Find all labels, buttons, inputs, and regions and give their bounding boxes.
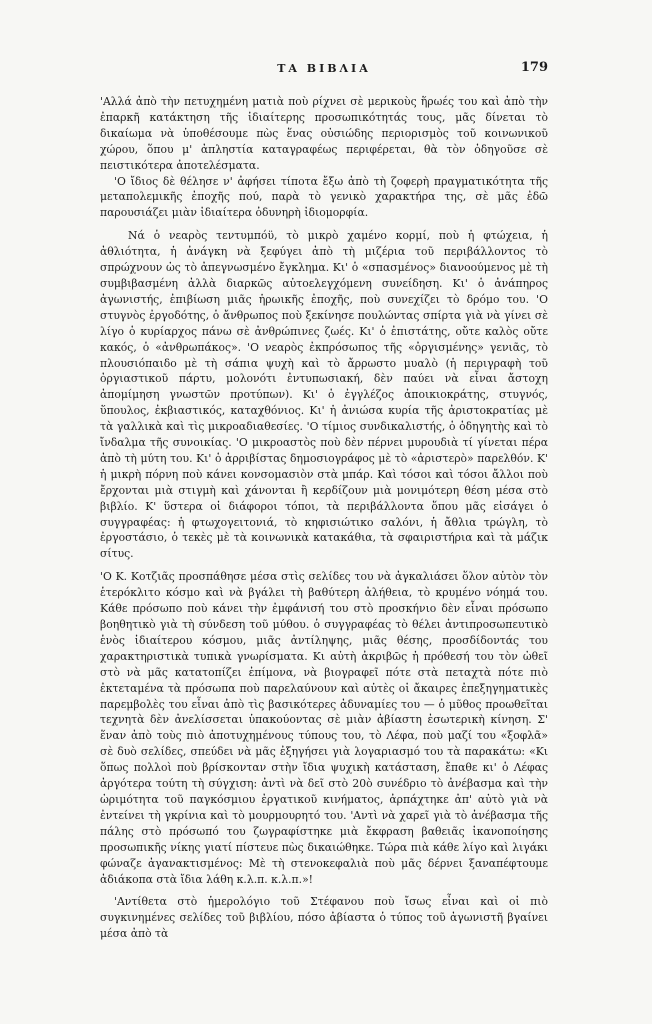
running-title: ΤΑ ΒΙΒΛΙΑ bbox=[277, 62, 371, 75]
paragraph-spacer bbox=[100, 562, 548, 569]
body-text bbox=[100, 94, 548, 942]
paragraph-2: 'Ο ἴδιος δὲ θέλησε ν' ἀφήσει τίποτα ἔξω ἀπὸ τὴ ζοφερὴ πραγματικότητα τῆς μεταπολεμικῆς ἐποχῆς πού, παρὰ τὸ γενικὸ χαρακτήρα της, σὲ μᾶς ἐδῶ παρουσιάζει μιὰν ἰδιαίτερα ὀδυνηρὴ ἰδιομορφία. bbox=[100, 174, 548, 220]
paragraph-3: Νά ὁ νεαρὸς τεντυμπόϋ, τὸ μικρὸ χαμένο κορμί, ποὺ ἡ φτώχεια, ἡ ἀθλιότητα, ἡ ἀνάγκη νὰ ξεφύγει ἀπὸ τὴ μιζέρια τοῦ περιβάλλοντος τὸ σπρώχνουν ὡς τὸ ἀπεγνωσμένο ἔγκλημα. Κι' ὁ «σπασμένος» διανοούμενος μὲ τὴ συμβιβασμένη ἀλλὰ διαρκῶς αὐτοελεγχόμενη συνείδηση. Κι' ὁ ἀνάπηρος ἀγωνιστής, ἐπιβίωση μιᾶς ἡρωικῆς ἐποχῆς, ποὺ συνεχίζει τὸ δρόμο του. 'Ο στυγνὸς ἐργοδότης, ὁ ἄνθρωπος ποὺ ξεκίνησε πουλώντας σπίρτα γιὰ νὰ γίνει σὲ λίγο ὁ κυρίαρχος πάνω σὲ ἀνθρώπινες ζωές. Κι' ὁ ἐπιστάτης, οὔτε καλὸς οὔτε κακός, ὁ «ἀνθρωπάκος». 'Ο νεαρὸς ἐκπρόσωπος τῆς «ὀργισμένης» γενιᾶς, τὸ πλουσιόπαιδο μὲ τὴ σάπια ψυχὴ καὶ τὸ ἄρρωστο μυαλὸ (ἡ περιγραφὴ τοῦ ὀργιαστικοῦ πάρτυ, μολονότι ἐντυπωσιακή, δὲν παύει νὰ εἶναι ἄστοχη ἀπομίμηση γνωστῶν προτύπων). Κι' ὁ ἐγγλέζος ἀποικιοκράτης, στυγνός, ὕπουλος, ἐκβιαστικός, καταχθόνιος. Κι' ἡ ἀνιώσα κυρία τῆς ἀριστοκρατίας μὲ τὰ γαλλικὰ καὶ τὶς μικροαδιαθεσίες. 'Ο τίμιος συνδικαλιστής, ὁ ὁδηγητὴς καὶ τὸ ἴνδαλμα τῆς συνοικίας. 'Ο μικροαστὸς ποὺ δὲν πέρνει μυρουδιὰ τί γίνεται πέρα ἀπὸ τὴ μύτη του. Κι' ὁ ἀρριβίστας δημοσιογράφος μὲ τὸ «ἀριστερὸ» παρελθόν. Κ' ἡ μικρὴ πόρνη ποὺ κάνει κονσομασιὸν στὰ μπάρ. Καὶ τόσοι καὶ τόσοι ἄλλοι ποὺ ἔρχονται μιὰ στιγμὴ καὶ χάνονται ἢ κερδίζουν μιὰ μονιμότερη θέση μέσα στὸ βιβλίο. Κ' ὕστερα οἱ διάφοροι τόποι, τὰ περιβάλλοντα ὅπου μᾶς εἰσάγει ὁ συγγραφέας: ἡ φτωχογειτονιά, τὸ κηφισιώτικο σαλόνι, ἡ ἄθλια τρώγλη, τὸ ἐργοστάσιο, ὁ τεκὲς μὲ τὰ κοινωνικὰ κατακάθια, τὰ σφαιριστήρια καὶ τὰ μάζικ σίτυς. bbox=[100, 229, 548, 561]
paragraph-5: 'Αντίθετα στὸ ἡμερολόγιο τοῦ Στέφανου ποὺ ἴσως εἶναι καὶ οἱ πιὸ συγκινημένες σελίδες τοῦ βιβλίου, πόσο ἀβίαστα ὁ τύπος τοῦ ἀγωνιστῆ βγαίνει μέσα ἀπὸ τὰ bbox=[100, 895, 548, 941]
page-number: 179 bbox=[520, 60, 548, 75]
paragraph-spacer bbox=[100, 887, 548, 894]
page-header bbox=[100, 62, 548, 80]
paragraph-1: 'Αλλά ἀπὸ τὴν πετυχημένη ματιὰ ποὺ ρίχνει σὲ μερικοὺς ἥρωές του καὶ ἀπὸ τὴν ἐπαρκῆ κατάκτηση τῆς ἰδιαίτερης προσωπικότητάς τους, μᾶς δίνεται τὸ δικαίωμα νὰ ὑποθέσουμε πὼς ἕνας οὐσιώδης περιορισμὸς τοῦ κοινωνικοῦ χώρου, ὅπου μ' ἀπληστία καταγραφέως περιφέρεται, θὰ τὸν ὁδηγοῦσε σὲ πειστικότερα ἀποτελέσματα. bbox=[100, 95, 548, 172]
paragraph-spacer bbox=[100, 221, 548, 228]
paragraph-4: 'Ο Κ. Κοτζιᾶς προσπάθησε μέσα στὶς σελίδες του νὰ ἀγκαλιάσει ὅλον αὐτὸν τὸν ἑτερόκλιτο κόσμο καὶ νὰ βγάλει τὴ βαθύτερη ἀλήθεια, τὸ κρυμένο νόημά του. Κάθε πρόσωπο ποὺ κάνει τὴν ἐμφάνισή του στὸ προσκήνιο δὲν εἶναι πρόσωπο βοηθητικὸ γιὰ τὴ σύνδεση τοῦ μύθου. ὁ συγγραφέας τὸ θέλει ἀντιπροσωπευτικὸ ἑνὸς ἰδιαίτερου κόσμου, μιᾶς ἀντίληψης, μιᾶς θέσης, προσδίδοντάς του χαρακτηριστικὰ τυπικὰ γνωρίσματα. Κι αὐτὴ ἀκριβῶς ἡ πρόθεσή του τὸν ὠθεῖ στὸ νὰ μᾶς κατατοπίζει ἐπίμονα, νὰ βιογραφεῖ πότε στὰ πεταχτὰ πότε πιὸ ἐκτεταμένα τὰ πρόσωπα ποὺ παρελαύνουν καὶ αὐτὲς οἱ ἄκαιρες ἐπεξηγηματικὲς παρεμβολὲς του εἶναι ἀπὸ τὶς βασικότερες ἀδυναμίες του — ὁ μῦθος προωθεῖται τεχνητὰ δὲν ἀνελίσσεται ὑπακούοντας σὲ μιὰν ἀβίαστη ἐσωτερικὴ κίνηση. Σ' ἕναν ἀπὸ τοὺς πιὸ ἀποτυχημένους τύπους του, τὸ Λέφα, ποὺ μαζί του «ξοφλᾶ» σὲ δυὸ σελίδες, σπεύδει νὰ μᾶς ἐξηγήσει γιὰ λογαριασμό του τὰ παρακάτω: «Κι ὅπως πολλοὶ ποὺ βρίσκονταν στὴν ἴδια ψυχικὴ κατάσταση, ἔπαθε κι' ὁ Λέφας ἀργότερα τούτη τὴ σύγχιση: ἀντὶ νὰ δεῖ στὸ 20ὸ συνέδριο τὸ ἀνέβασμα καὶ τὴν ὡριμότητα τοῦ παγκόσμιου ἐργατικοῦ κινήματος, ἀρπάχτηκε ἀπ' αὐτὸ γιὰ νὰ ἐντείνει τὴ γκρίνια καὶ τὸ μουρμουρητό του. 'Αντὶ νὰ χαρεῖ γιὰ τὸ ἀνέβασμα τῆς πάλης στὸ πρόσωπό του ζωγραφίστηκε μιὰ ἔκφραση βαθειᾶς ἱκανοποίησης προσωπικῆς νίκης γιατί πίστευε πὼς δικαιώθηκε. Τώρα πιὰ κάθε λίγο καὶ λιγάκι φώναζε ἀγανακτισμένος: Μὲ τὴ στενοκεφαλιὰ ποὺ μᾶς δέρνει ξαναπέφτουμε ἀδιάκοπα στὰ ἴδια λάθη κ.λ.π. κ.λ.π.»! bbox=[100, 570, 548, 886]
